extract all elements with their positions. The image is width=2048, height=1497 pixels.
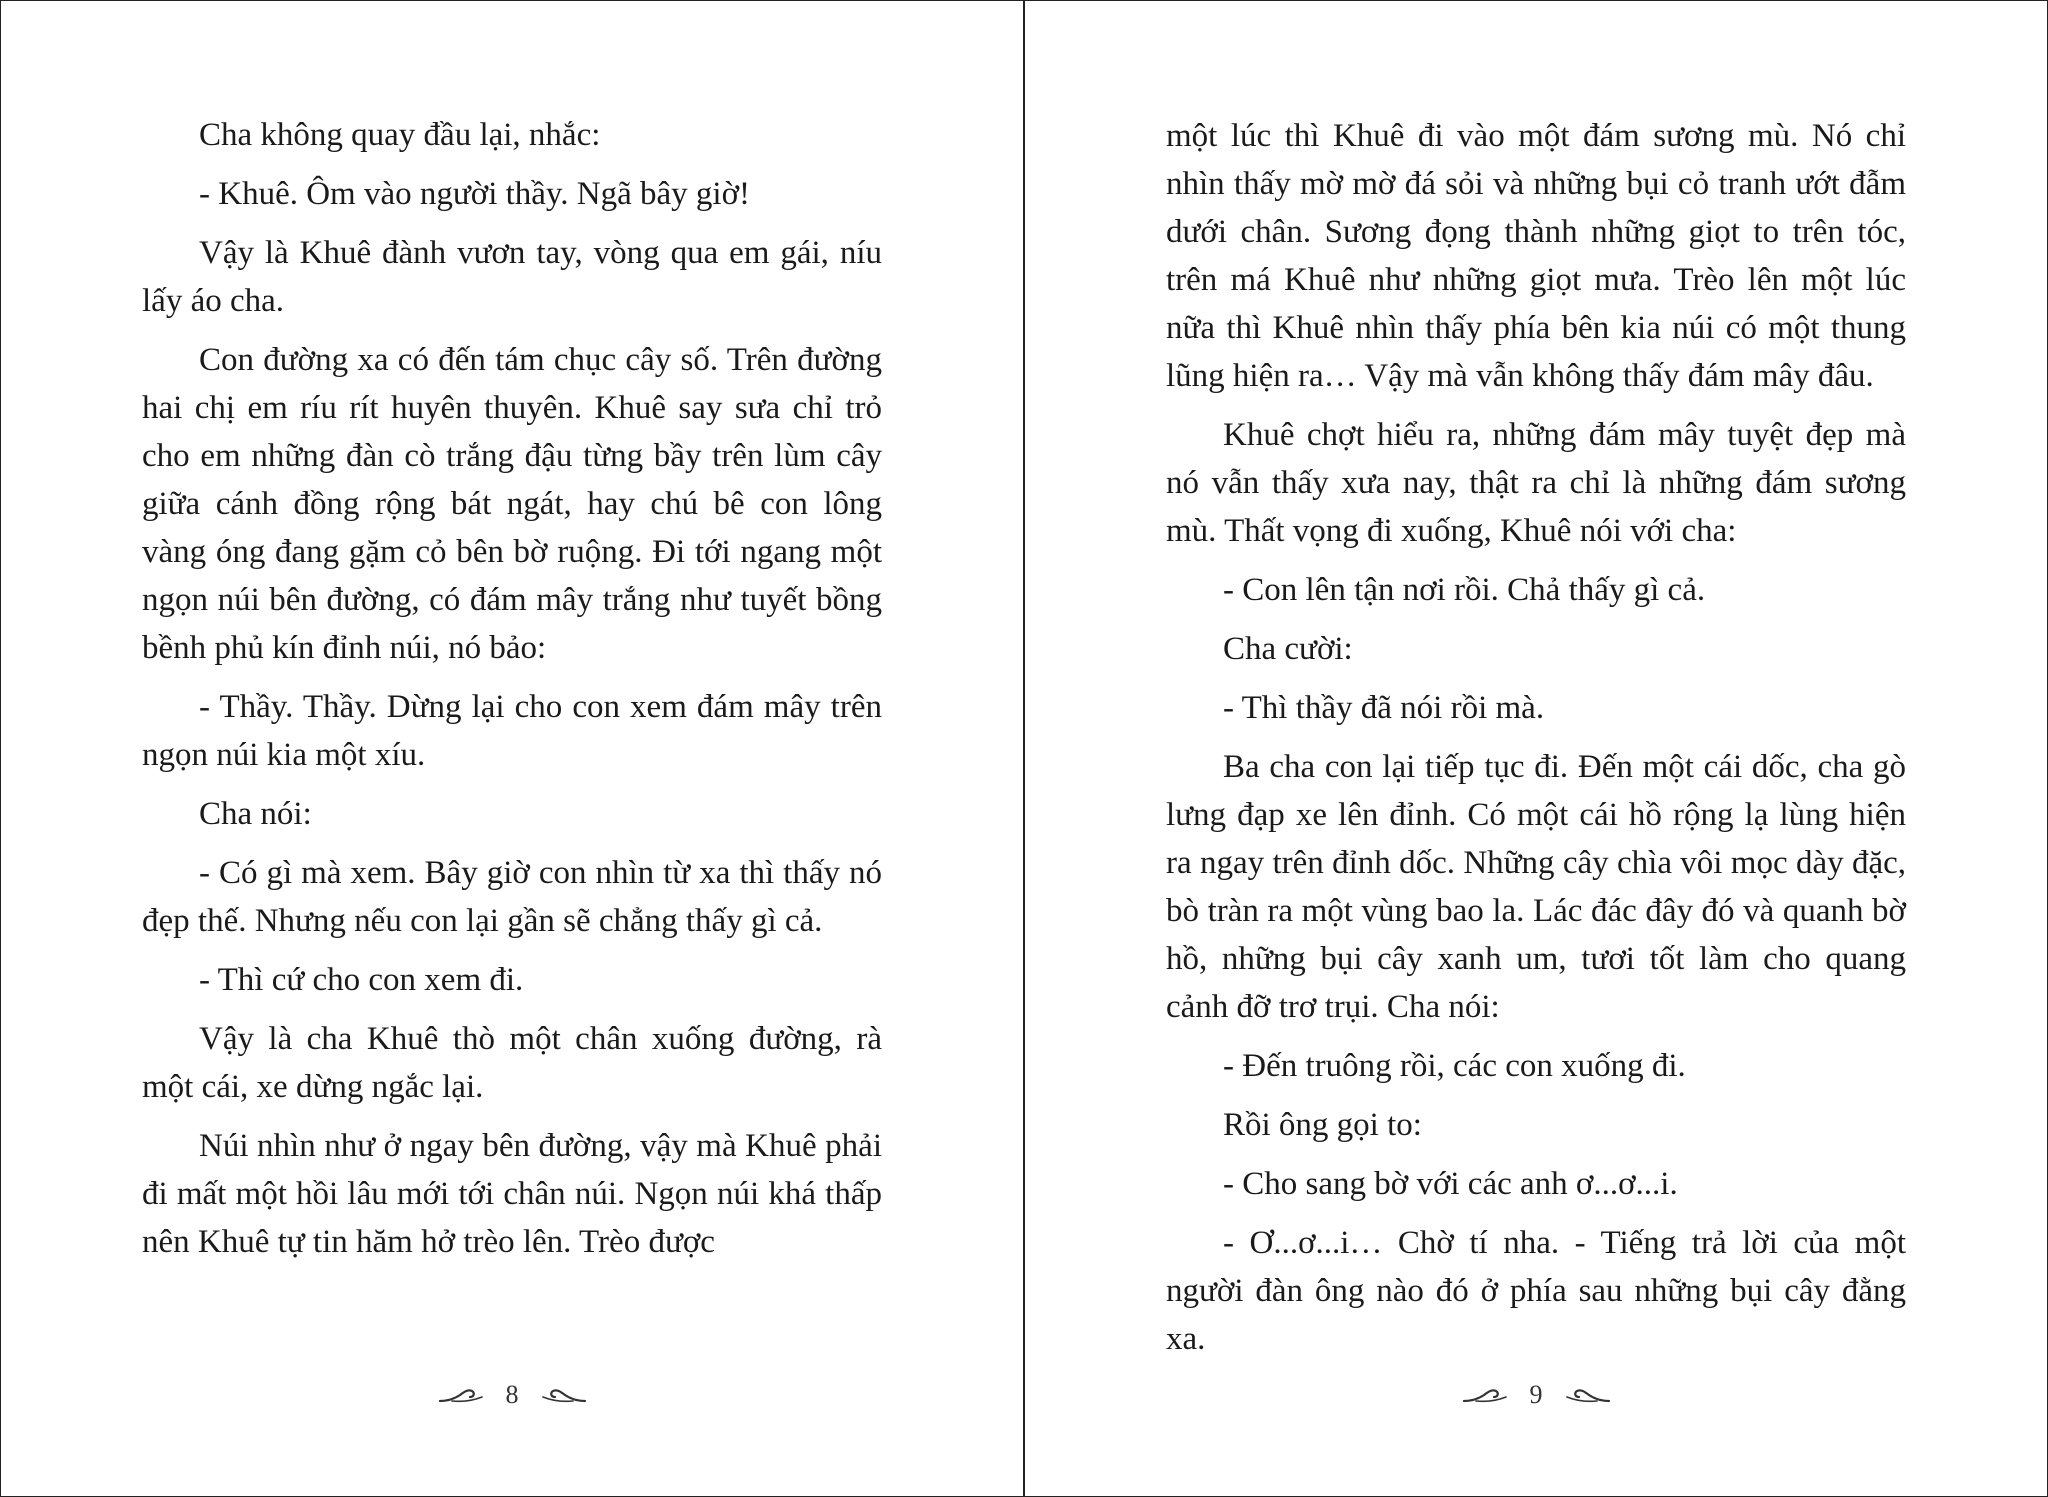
swirl-flourish-icon [1462, 1385, 1508, 1405]
page-number-footer [1025, 1380, 2047, 1410]
paragraph: Khuê chợt hiểu ra, những đám mây tuyệt đẹp mà nó vẫn thấy xưa nay, thật ra chỉ là những đám sương mù. Thất vọng đi xuống, Khuê nói với cha: [1166, 417, 1906, 549]
swirl-flourish-icon [438, 1385, 484, 1405]
page-number-footer [1, 1380, 1023, 1410]
paragraph: Cha không quay đầu lại, nhắc: [199, 117, 601, 153]
paragraph: Con đường xa có đến tám chục cây số. Trên đường hai chị em ríu rít huyên thuyên. Khuê say sưa chỉ trỏ cho em những đàn cò trắng đậu từng bầy trên lùm cây giữa cánh đồng rộng bát ngát, hay chú bê con lông vàng óng đang gặm cỏ bên bờ ruộng. Đi tới ngang một ngọn núi bên đường, có đám mây trắng như tuyết bồng bềnh phủ kín đỉnh núi, nó bảo: [142, 342, 882, 666]
paragraph: - Khuê. Ôm vào người thầy. Ngã bây giờ! [199, 176, 751, 212]
paragraph: - Thì thầy đã nói rồi mà. [1223, 690, 1545, 726]
paragraph: - Đến truông rồi, các con xuống đi. [1223, 1048, 1686, 1084]
swirl-flourish-icon [541, 1385, 587, 1405]
paragraph: Ba cha con lại tiếp tục đi. Đến một cái dốc, cha gò lưng đạp xe lên đỉnh. Có một cái hồ rộng lạ lùng hiện ra ngay trên đỉnh dốc. Những cây chìa vôi mọc dày đặc, bò tràn ra một vùng bao la. Lác đác đây đó và quanh bờ hồ, những bụi cây xanh um, tươi tốt làm cho quang cảnh đỡ trơ trụi. Cha nói: [1166, 749, 1906, 1025]
paragraph: Rồi ông gọi to: [1223, 1107, 1422, 1143]
right-page-text [1166, 112, 1906, 1374]
paragraph: Núi nhìn như ở ngay bên đường, vậy mà Khuê phải đi mất một hồi lâu mới tới chân núi. Ngọn núi khá thấp nên Khuê tự tin hăm hở trèo lên. Trèo được [142, 1128, 882, 1260]
left-page-text [142, 111, 882, 1277]
paragraph: - Con lên tận nơi rồi. Chả thấy gì cả. [1223, 572, 1706, 608]
paragraph: - Có gì mà xem. Bây giờ con nhìn từ xa thì thấy nó đẹp thế. Nhưng nếu con lại gần sẽ chẳng thấy gì cả. [142, 855, 882, 939]
right-page [1025, 1, 2047, 1496]
paragraph: - Cho sang bờ với các anh ơ...ơ...i. [1223, 1166, 1678, 1202]
paragraph: - Thì cứ cho con xem đi. [199, 962, 524, 998]
page-number: 8 [505, 1380, 519, 1409]
paragraph: - Thầy. Thầy. Dừng lại cho con xem đám mây trên ngọn núi kia một xíu. [142, 689, 882, 773]
paragraph: Vậy là Khuê đành vươn tay, vòng qua em gái, níu lấy áo cha. [142, 235, 882, 319]
swirl-flourish-icon [1565, 1385, 1611, 1405]
paragraph: Vậy là cha Khuê thò một chân xuống đường, rà một cái, xe dừng ngắc lại. [142, 1021, 882, 1105]
paragraph: Cha cười: [1223, 631, 1353, 667]
left-page [1, 1, 1023, 1496]
paragraph: một lúc thì Khuê đi vào một đám sương mù. Nó chỉ nhìn thấy mờ mờ đá sỏi và những bụi cỏ tranh ướt đẫm dưới chân. Sương đọng thành những giọt to trên tóc, trên má Khuê như những giọt mưa. Trèo lên một lúc nữa thì Khuê nhìn thấy phía bên kia núi có một thung lũng hiện ra… Vậy mà vẫn không thấy đám mây đâu. [1166, 118, 1906, 394]
page-number: 9 [1529, 1380, 1543, 1409]
paragraph: Cha nói: [199, 796, 312, 832]
paragraph: - Ơ...ơ...i… Chờ tí nha. - Tiếng trả lời của một người đàn ông nào đó ở phía sau những bụi cây đằng xa. [1166, 1225, 1906, 1357]
